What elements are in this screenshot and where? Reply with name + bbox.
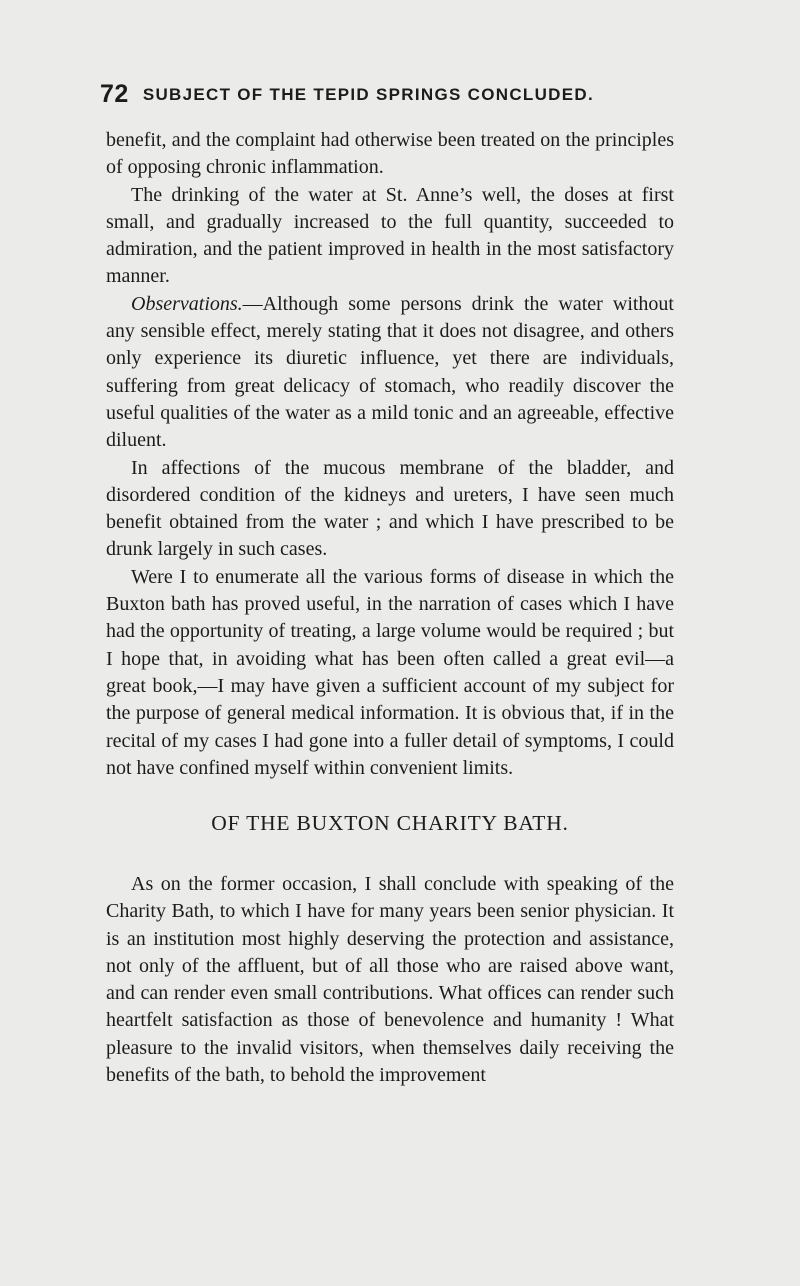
running-head <box>100 80 680 112</box>
body-text <box>106 127 674 782</box>
observations-lead: Observations. <box>131 292 243 315</box>
paragraph-bladder: In affections of the mucous membrane of the bladder, and disordered condition of the kidneys and ureters, I have seen much benefit obtained from the water ; and which I have prescribed to be drunk largely in such cases. <box>106 456 674 561</box>
paragraph-observations <box>106 291 674 455</box>
observations-text: —Although some persons drink the water without any sensible effect, merely stating that it does not disagree, and others only experience its diuretic influence, yet there are individuals, suffering from great delicacy of stomach, who readily discover the useful qualities of the water as a mild tonic and an agreeable, effective diluent. <box>106 292 674 452</box>
section-text <box>106 871 674 1089</box>
paragraph-enumerate: Were I to enumerate all the various forms of disease in which the Buxton bath has proved useful, in the narration of cases which I have had the opportunity of treating, a large volume would be required ; but I hope that, in avoiding what has been often called a great evil—a great book,—I may have given a sufficient account of my subject for the purpose of general medical information. It is obvious that, if in the recital of my cases I had gone into a fuller detail of symptoms, I could not have confined myself within convenient limits. <box>106 565 674 779</box>
running-title: SUBJECT OF THE TEPID SPRINGS CONCLUDED. <box>142 85 594 104</box>
paragraph-continued: benefit, and the complaint had otherwise been treated on the principles of opposing chronic inflammation. <box>106 129 674 179</box>
paragraph-st-annes-well: The drinking of the water at St. Anne’s well, the doses at first small, and gradually increased to the full quantity, succeeded to admiration, and the patient improved in health in the most satisfactory manner. <box>106 183 674 288</box>
page-number: 72 <box>100 80 129 108</box>
section-heading: OF THE BUXTON CHARITY BATH. <box>211 811 569 835</box>
paragraph-charity-bath: As on the former occasion, I shall conclude with speaking of the Charity Bath, to which I have for many years been senior physician. It is an institution most highly deserving the protection and assistance, not only of the affluent, but of all those who are raised above want, and can render even small contributions. What offices can render such heartfelt satisfaction as those of benevolence and humanity ! What pleasure to the invalid visitors, when themselves daily receiving the benefits of the bath, to behold the improvement <box>106 873 674 1087</box>
